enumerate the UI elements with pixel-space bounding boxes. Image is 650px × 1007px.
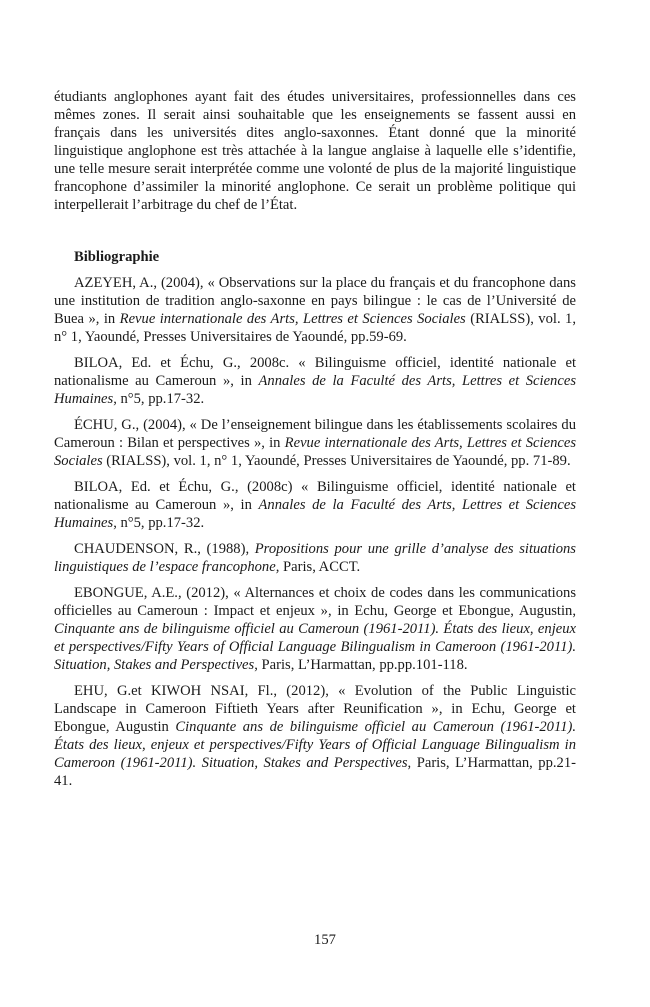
bibliography-entry-biloa-2 [54, 478, 576, 532]
bibliography-entry-chaudenson [54, 540, 576, 576]
bibliography-entry-azeyeh [54, 274, 576, 346]
entry-title: Cinquante ans de bilinguisme officiel au Cameroun (1961-2011). États des lieux, enjeux et perspectives/Fifty Years of Official Language Bilingualism in Cameroon (1961-2011). Situation, Stakes and Perspectives [54, 621, 576, 673]
entry-text: (RIALSS), vol. 1, n° 1, Yaoundé, Presses Universitaires de Yaoundé, pp. 71-89. [102, 453, 571, 469]
entry-text: Paris, ACCT. [279, 559, 361, 575]
bibliography-entry-biloa-1 [54, 354, 576, 408]
bibliography-heading: Bibliographie [74, 249, 160, 265]
entry-title: Revue internationale des Arts, Lettres et Sciences Sociales [54, 435, 576, 469]
entry-text: , n°5, pp.17-32. [113, 515, 205, 531]
entry-text: BILOA, Ed. et Échu, G., 2008c. « Bilinguisme officiel, identité nationale et nationalisme au Cameroun », in [54, 355, 576, 389]
entry-text: AZEYEH, A., (2004), « Observations sur la place du français et du francophone dans une institution de tradition anglo-saxonne en pays bilingue : le cas de l’Université de Buea », in [54, 275, 576, 327]
entry-text: EBONGUE, A.E., (2012), « Alternances et choix de codes dans les communications officielles au Cameroun : Impact et enjeux », in Echu, George et Ebongue, Augustin, [54, 585, 576, 619]
intro-paragraph: étudiants anglophones ayant fait des études universitaires, professionnelles dans ces mêmes zones. Il serait ainsi souhaitable que les enseignements se fassent aussi en français dans les universités dites anglo-saxonnes. Étant donné que la minorité linguistique anglophone est très attachée à la langue anglaise à laquelle elle s’identifie, une telle mesure serait interprétée comme une volonté de plus de la majorité linguistique francophone d’assimiler la minorité anglophone. Ce serait un problème politique qui interpellerait l’arbitrage du chef de l’État. [54, 89, 576, 213]
entry-text: ÉCHU, G., (2004), « De l’enseignement bilingue dans les établissements scolaires du Cameroun : Bilan et perspectives », in [54, 417, 576, 451]
entry-title: Cinquante ans de bilinguisme officiel au Cameroun (1961-2011). États des lieux, enjeux et perspectives/Fifty Years of Official Language Bilingualism in Cameroon (1961-2011). Situation, Stakes and Perspectives [54, 719, 576, 771]
entry-text: , Paris, L’Harmattan, pp.21-41. [54, 755, 577, 789]
entry-title: Annales de la Faculté des Arts, Lettres et Sciences Humaines [54, 497, 576, 531]
entry-text: (RIALSS), vol. 1, n° 1, Yaoundé, Presses Universitaires de Yaoundé, pp.59-69. [54, 311, 577, 345]
entry-text: , Paris, L’Harmattan, pp.pp.101-118. [254, 657, 468, 673]
entry-text: EHU, G.et KIWOH NSAI, Fl., (2012), « Evolution of the Public Linguistic Landscape in Cameroon Fiftieth Years after Reunification », in Echu, George et Ebongue, Augustin [54, 683, 576, 735]
entry-title: Propositions pour une grille d’analyse des situations linguistiques de l’espace francophone, [54, 541, 576, 575]
entry-text: , n°5, pp.17-32. [113, 391, 205, 407]
entry-text: CHAUDENSON, R., (1988), [74, 541, 255, 557]
entry-text: BILOA, Ed. et Échu, G., (2008c) « Bilinguisme officiel, identité nationale et nationalisme au Cameroun », in [54, 479, 576, 513]
bibliography-list [54, 274, 576, 790]
bibliography-entry-ehu [54, 682, 576, 790]
entry-title: Annales de la Faculté des Arts, Lettres et Sciences Humaines [54, 373, 576, 407]
page-body [54, 88, 576, 798]
bibliography-entry-ebongue [54, 584, 576, 674]
entry-title: Revue internationale des Arts, Lettres et Sciences Sociales [119, 311, 466, 327]
page-number: 157 [314, 932, 336, 948]
bibliography-entry-echu [54, 416, 576, 470]
